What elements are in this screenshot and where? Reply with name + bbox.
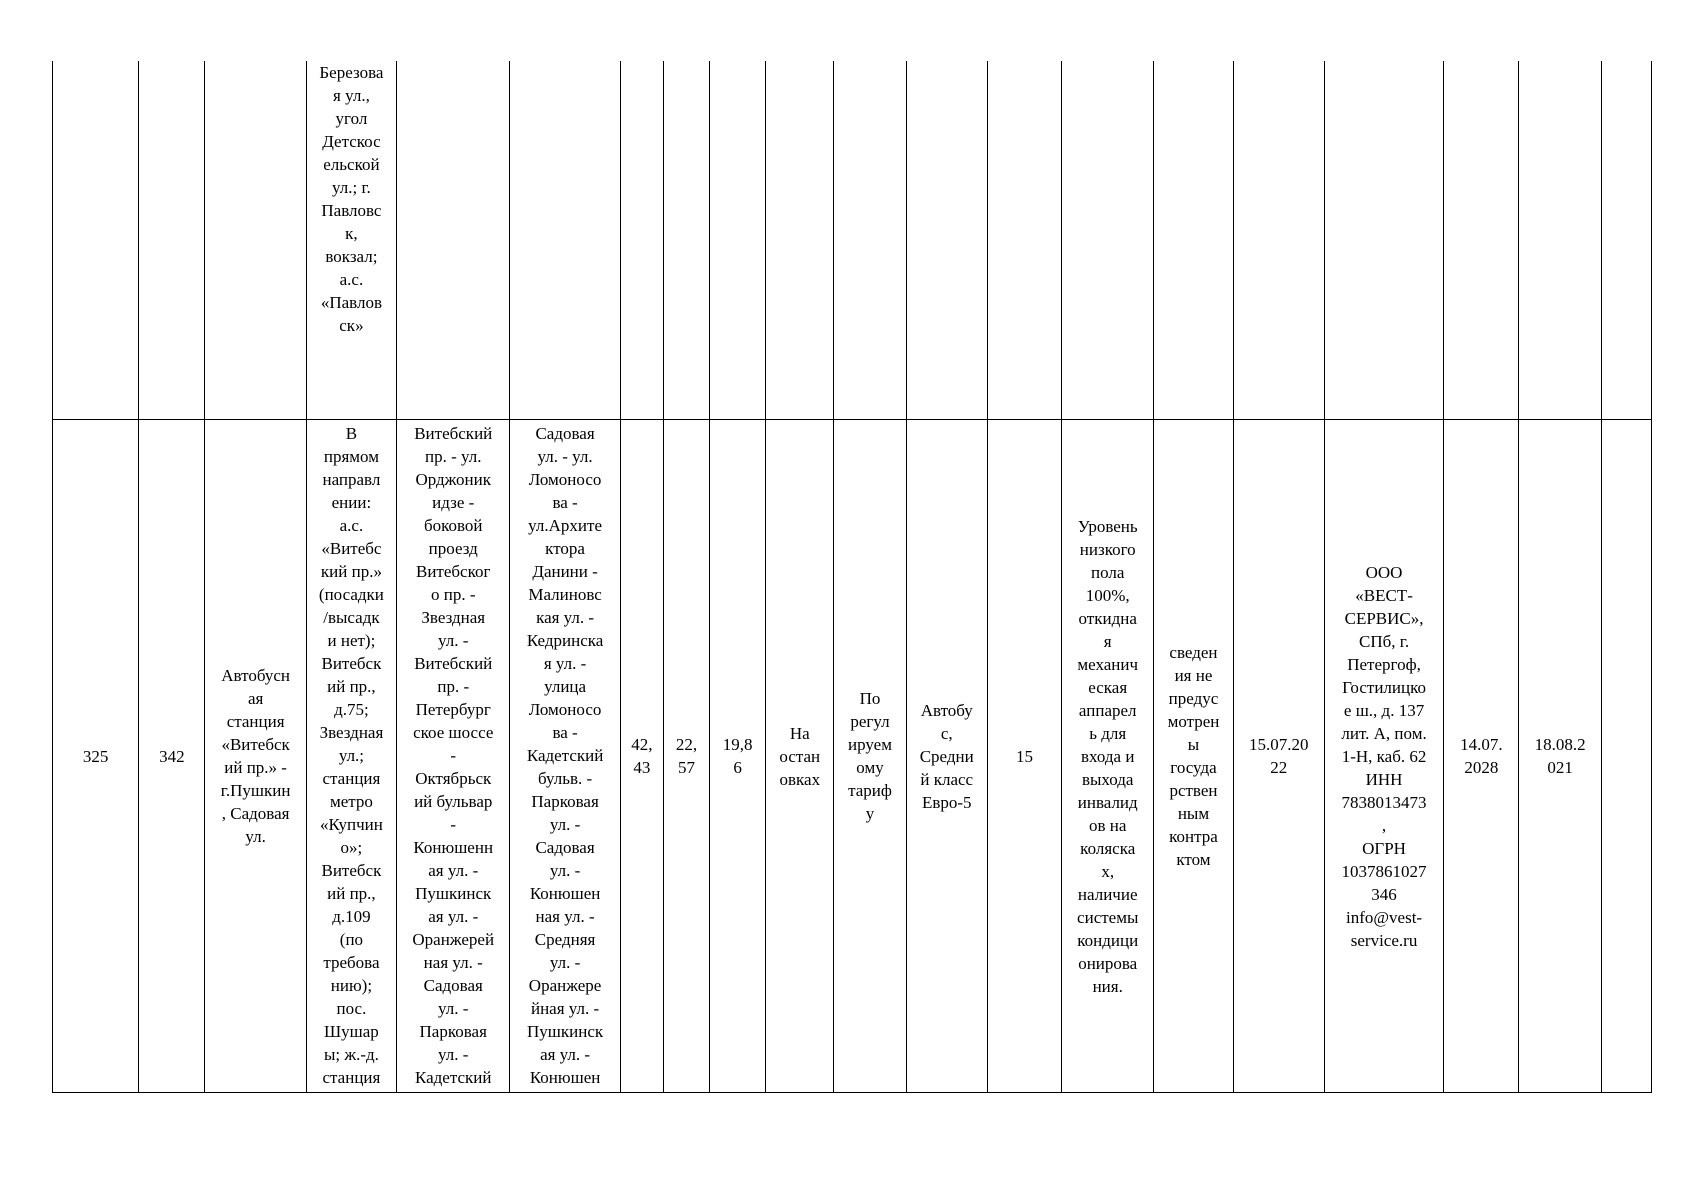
cell-carrier: ООО «ВЕСТ- СЕРВИС», СПб, г. Петергоф, Гостилицко е ш., д. 137 лит. А, пом. 1-Н, каб. 62 ИНН 7838013473 , ОГРН 1037861027 346 info@vest- service.ru (1324, 420, 1443, 1093)
cell-record-date: 18.08.2 021 (1519, 420, 1601, 1093)
cell-length-reverse: 22, 57 (663, 420, 709, 1093)
cell-route-no (139, 61, 205, 420)
cell-record-date (1519, 61, 1601, 420)
cell-extra (1601, 61, 1651, 420)
cell-streets-reverse: Садовая ул. - ул. Ломоносо ва - ул.Архите ктора Данини - Малиновс кая ул. - Кедринска я ул. - улица Ломоносо ва - Кадетский бульв. - Парковая ул. - Садовая ул. - Конюшен ная ул. - Средняя ул. - Оранжере йная ул. - Пушкинск ая ул. - Конюшен (510, 420, 620, 1093)
cell-streets-reverse (510, 61, 620, 420)
cell-route-no: 342 (139, 420, 205, 1093)
cell-vehicle-features: Уровень низкого пола 100%, откидна я механич еская аппарел ь для входа и выхода инвалид ов на коляска х, наличие системы кондици онирова ния. (1062, 420, 1154, 1093)
table-row (53, 420, 1652, 1093)
cell-route-name (205, 61, 306, 420)
cell-route-name: Автобусн ая станция «Витебск ий пр.» - г.Пушкин , Садовая ул. (205, 420, 306, 1093)
cell-stops (306, 61, 396, 420)
cell-stop-order (766, 61, 834, 420)
cell-length-forward (620, 61, 663, 420)
cell-contract-info (1154, 61, 1233, 420)
cell-vehicle: Автобу с, Средни й класс Евро-5 (906, 420, 987, 1093)
cell-vehicle-features (1062, 61, 1154, 420)
table-row-continued (53, 61, 1652, 420)
route-registry-table (52, 61, 1652, 1093)
cell-reg-no: 325 (53, 420, 139, 1093)
cell-start-date (1233, 61, 1324, 420)
cell-tariff (834, 61, 906, 420)
cell-length-third: 19,8 6 (710, 420, 766, 1093)
cell-length-reverse (663, 61, 709, 420)
cell-stops: В прямом направл ении: а.с. «Витебс кий пр.» (посадки /высадк и нет); Витебск ий пр., д.75; Звездная ул.; станция метро «Купчин о»; Витебск ий пр., д.109 (по требова нию); пос. Шушар ы; ж.-д. станция (306, 420, 396, 1093)
cell-vehicle (906, 61, 987, 420)
cell-end-date: 14.07. 2028 (1444, 420, 1519, 1093)
cell-reg-no (53, 61, 139, 420)
cell-length-forward: 42, 43 (620, 420, 663, 1093)
cell-streets-forward (397, 61, 510, 420)
cell-carrier (1324, 61, 1443, 420)
cell-streets-forward: Витебский пр. - ул. Орджоник идзе - боковой проезд Витебског о пр. - Звездная ул. - Витебский пр. - Петербург ское шоссе - Октябрьск ий бульвар - Конюшенн ая ул. - Пушкинск ая ул. - Оранжерей ная ул. - Садовая ул. - Парковая ул. - Кадетский (397, 420, 510, 1093)
cell-start-date: 15.07.20 22 (1233, 420, 1324, 1093)
cell-end-date (1444, 61, 1519, 420)
cell-extra (1601, 420, 1651, 1093)
cell-contract-info: сведен ия не предус мотрен ы госуда рствен ным контра ктом (1154, 420, 1233, 1093)
cell-tariff: По регул ируем ому тариф у (834, 420, 906, 1093)
cell-stop-order: На остан овках (766, 420, 834, 1093)
cell-vehicle-count (987, 61, 1061, 420)
stops-continued-text: Березова я ул., угол Детскос ельской ул.; г. Павловс к, вокзал; а.с. «Павлов ск» (319, 63, 384, 335)
cell-vehicle-count: 15 (987, 420, 1061, 1093)
cell-length-third (710, 61, 766, 420)
